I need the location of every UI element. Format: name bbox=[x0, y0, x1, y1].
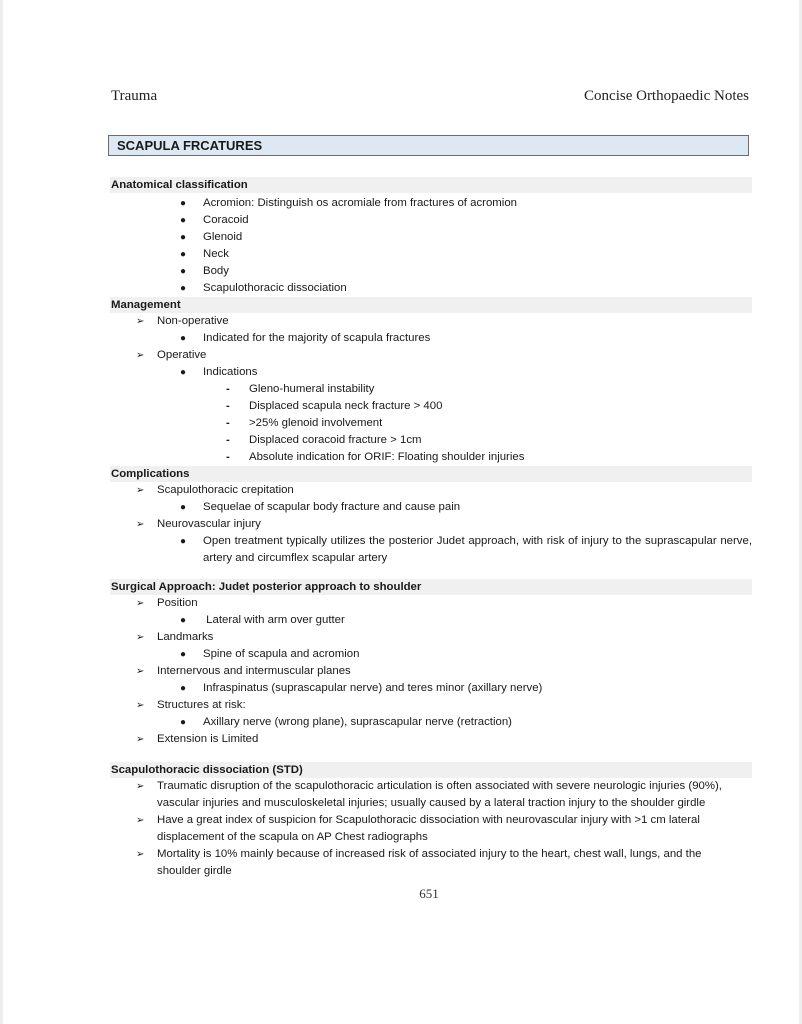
list-item: - Displaced scapula neck fracture > 400 bbox=[110, 398, 752, 415]
section-heading-management: Management bbox=[110, 297, 752, 313]
bullet-icon: ● bbox=[180, 649, 187, 660]
list-item: ● Body bbox=[110, 263, 752, 280]
running-header bbox=[111, 88, 749, 105]
bullet-icon: ● bbox=[180, 536, 187, 547]
list-item: ➢ Have a great index of suspicion for Scapulothoracic dissociation with neurovascular injury with >1 cm lateral displacement of the scapula on AP Chest radiographs bbox=[136, 814, 700, 843]
arrow-bullet-icon: ➢ bbox=[136, 734, 145, 745]
bullet-icon: ● bbox=[180, 266, 187, 277]
list-item: ➢ Non-operative bbox=[110, 313, 752, 330]
list-item: ● Indicated for the majority of scapula fractures bbox=[110, 330, 752, 347]
list-item: - Displaced coracoid fracture > 1cm bbox=[110, 432, 752, 449]
header-book-title: Concise Orthopaedic Notes bbox=[584, 88, 749, 104]
bullet-icon: ● bbox=[180, 367, 187, 378]
arrow-bullet-icon: ➢ bbox=[136, 350, 145, 361]
arrow-bullet-icon: ➢ bbox=[136, 815, 145, 826]
list-item: - >25% glenoid involvement bbox=[110, 415, 752, 432]
page-title: SCAPULA FRCATURES bbox=[108, 135, 749, 156]
list-item: ● Scapulothoracic dissociation bbox=[110, 280, 752, 297]
list-item: ● Indications bbox=[110, 364, 752, 381]
list-item: ● Axillary nerve (wrong plane), suprascapular nerve (retraction) bbox=[110, 714, 752, 731]
arrow-bullet-icon: ➢ bbox=[136, 519, 145, 530]
bullet-icon: ● bbox=[180, 249, 187, 260]
bullet-icon: ● bbox=[180, 232, 187, 243]
arrow-bullet-icon: ➢ bbox=[136, 700, 145, 711]
list-item: ● Open treatment typically utilizes the posterior Judet approach, with risk of injury to the suprascapular nerve, artery and circumflex scapular artery bbox=[180, 535, 752, 564]
list-item: - Gleno-humeral instability bbox=[110, 381, 752, 398]
arrow-bullet-icon: ➢ bbox=[136, 485, 145, 496]
bullet-icon: ● bbox=[180, 683, 187, 694]
section-heading-anatomical: Anatomical classification bbox=[110, 177, 752, 193]
list-item: ➢ Operative bbox=[110, 347, 752, 364]
list-item: ➢ Mortality is 10% mainly because of increased risk of associated injury to the heart, chest wall, lungs, and the shoulder girdle bbox=[136, 848, 702, 877]
list-item: ● Spine of scapula and acromion bbox=[110, 646, 752, 663]
arrow-bullet-icon: ➢ bbox=[136, 316, 145, 327]
section-heading-std: Scapulothoracic dissociation (STD) bbox=[110, 762, 752, 778]
bullet-icon: ● bbox=[180, 333, 187, 344]
dash-bullet-icon: - bbox=[226, 451, 230, 463]
page-number: 651 bbox=[419, 886, 439, 901]
list-item: - Absolute indication for ORIF: Floating shoulder injuries bbox=[110, 449, 752, 466]
bullet-icon: ● bbox=[180, 615, 187, 626]
list-item: ● Sequelae of scapular body fracture and cause pain bbox=[110, 499, 752, 516]
arrow-bullet-icon: ➢ bbox=[136, 666, 145, 677]
bullet-icon: ● bbox=[180, 215, 187, 226]
list-item: ➢ Internervous and intermuscular planes bbox=[110, 663, 752, 680]
list-item: ➢ Structures at risk: bbox=[110, 697, 752, 714]
bullet-icon: ● bbox=[180, 283, 187, 294]
list-item: ➢ Extension is Limited bbox=[110, 731, 752, 748]
dash-bullet-icon: - bbox=[226, 383, 230, 395]
list-item: ● Coracoid bbox=[110, 212, 752, 229]
bullet-icon: ● bbox=[180, 502, 187, 513]
list-item: ● Glenoid bbox=[110, 229, 752, 246]
dash-bullet-icon: - bbox=[226, 417, 230, 429]
list-item: ● Acromion: Distinguish os acromiale from fractures of acromion bbox=[110, 195, 752, 212]
section-heading-surgical-approach: Surgical Approach: Judet posterior approach to shoulder bbox=[110, 579, 752, 595]
bullet-icon: ● bbox=[180, 717, 187, 728]
page-edge-left bbox=[0, 0, 3, 1024]
dash-bullet-icon: - bbox=[226, 400, 230, 412]
list-item: ➢ Scapulothoracic crepitation bbox=[110, 482, 752, 499]
bullet-icon: ● bbox=[180, 198, 187, 209]
arrow-bullet-icon: ➢ bbox=[136, 598, 145, 609]
arrow-bullet-icon: ➢ bbox=[136, 781, 145, 792]
arrow-bullet-icon: ➢ bbox=[136, 849, 145, 860]
list-item: ➢ Neurovascular injury bbox=[110, 516, 752, 533]
dash-bullet-icon: - bbox=[226, 434, 230, 446]
list-item: ➢ Position bbox=[110, 595, 752, 612]
section-heading-complications: Complications bbox=[110, 466, 752, 482]
list-item: ● Neck bbox=[110, 246, 752, 263]
list-item: ➢ Landmarks bbox=[110, 629, 752, 646]
list-item: ● Lateral with arm over gutter bbox=[110, 612, 752, 629]
document-body bbox=[110, 177, 752, 880]
header-chapter: Trauma bbox=[111, 88, 158, 104]
arrow-bullet-icon: ➢ bbox=[136, 632, 145, 643]
list-item: ➢ Traumatic disruption of the scapulothoracic articulation is often associated with severe neurologic injuries (90%), vascular injuries and musculoskeletal injuries; usually caused by a lateral traction injury to the shoulder girdle bbox=[136, 780, 722, 809]
list-item: ● Infraspinatus (suprascapular nerve) and teres minor (axillary nerve) bbox=[110, 680, 752, 697]
